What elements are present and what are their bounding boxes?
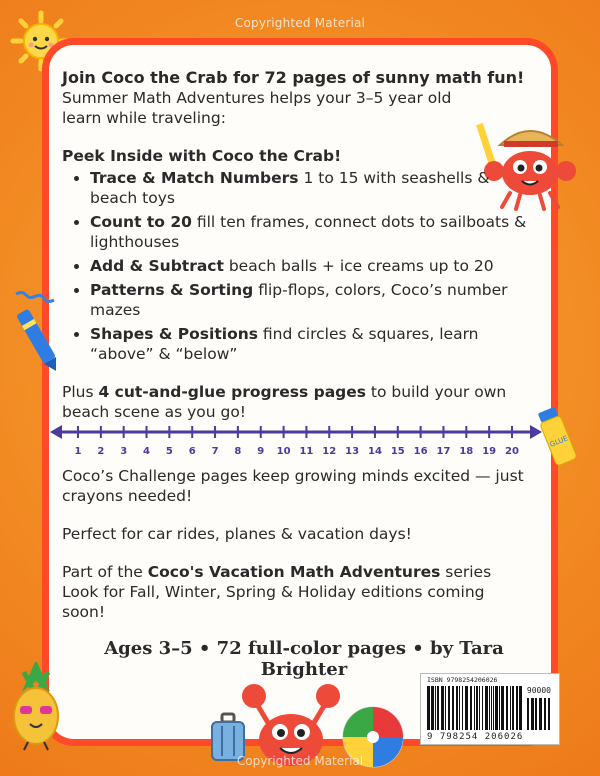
list-item: • Patterns & Sorting flip-flops, colors, Coco’s number mazes xyxy=(90,280,530,320)
barcode-bar xyxy=(452,686,454,730)
number-line-label: 1 xyxy=(74,446,82,457)
barcode-bar xyxy=(501,686,504,730)
barcode-bar xyxy=(459,686,460,730)
number-line-label: 16 xyxy=(413,446,428,457)
number-line xyxy=(50,420,550,460)
barcode-bar xyxy=(506,686,508,730)
barcode-bar xyxy=(489,686,490,730)
list-item: • Count to 20 fill ten frames, connect dots to sailboats & lighthouses xyxy=(90,212,530,252)
barcode-bar xyxy=(491,686,492,730)
barcode-bar xyxy=(427,686,430,730)
number-line-label: 6 xyxy=(188,446,196,457)
barcode-bar xyxy=(512,686,514,730)
number-line-label: 5 xyxy=(165,446,173,457)
barcode-bar xyxy=(465,686,468,730)
glue-label: GLUE xyxy=(548,434,569,449)
barcode xyxy=(420,673,560,745)
barcode-bar xyxy=(493,686,494,730)
barcode-bar xyxy=(456,686,458,730)
glue-stick-icon xyxy=(534,404,580,470)
series-editions: Look for Fall, Winter, Spring & Holiday editions coming soon! xyxy=(62,583,485,621)
number-line-label: 3 xyxy=(120,446,128,457)
barcode-bar xyxy=(516,686,518,730)
perfect-text: Perfect for car rides, planes & vacation days! xyxy=(62,525,412,543)
challenge-text: Coco’s Challenge pages keep growing minds excited — just crayons needed! xyxy=(62,467,524,505)
crayon-icon xyxy=(12,288,62,378)
number-line-label: 17 xyxy=(436,446,451,457)
barcode-bar xyxy=(476,686,478,730)
barcode-bar xyxy=(535,698,537,730)
bottom-watermark: Copyrighted Material xyxy=(236,754,364,768)
barcode-bar xyxy=(474,686,475,730)
pineapple-icon xyxy=(4,662,68,752)
copyright-watermark: Copyrighted Material xyxy=(234,16,366,30)
number-line-label: 9 xyxy=(257,446,265,457)
list-item: • Trace & Match Numbers 1 to 15 with seashells & beach toys xyxy=(90,168,530,208)
barcode-bar xyxy=(527,698,529,730)
number-line-label: 20 xyxy=(505,446,519,457)
number-line-label: 15 xyxy=(390,446,405,457)
list-item: • Shapes & Positions find circles & squares, learn “above” & “below” xyxy=(90,324,530,364)
number-line-label: 10 xyxy=(276,446,291,457)
number-line-label: 11 xyxy=(299,446,314,457)
feature-list xyxy=(62,168,530,364)
barcode-bar xyxy=(435,686,436,730)
price-code: 90000 xyxy=(526,686,551,695)
intro-headline: Join Coco the Crab for 72 pages of sunny math fun! xyxy=(62,68,525,87)
number-line-label: 2 xyxy=(97,446,105,457)
barcode-bar xyxy=(441,686,444,730)
number-line-label: 4 xyxy=(143,446,151,457)
plus-text: Plus 4 cut-and-glue progress pages to build your own beach scene as you go! xyxy=(62,383,507,421)
list-item: • Add & Subtract beach balls + ice creams up to 20 xyxy=(90,256,530,276)
isbn-label: ISBN 9798254206026 xyxy=(427,676,498,684)
number-line-label: 8 xyxy=(234,446,242,457)
barcode-bar xyxy=(539,698,542,730)
barcode-bar xyxy=(531,698,534,730)
barcode-bar xyxy=(437,686,439,730)
number-line-label: 13 xyxy=(345,446,360,457)
barcode-bar xyxy=(499,686,500,730)
number-line-label: 12 xyxy=(322,446,337,457)
barcode-bar xyxy=(548,698,550,730)
barcode-digits: 9 798254 206026 xyxy=(427,732,524,742)
number-line-label: 14 xyxy=(367,446,382,457)
number-line-label: 7 xyxy=(211,446,219,457)
barcode-bars xyxy=(427,686,523,730)
barcode-bar xyxy=(485,686,488,730)
barcode-bar xyxy=(448,686,450,730)
barcode-bars-addon xyxy=(527,698,553,730)
number-line-label: 18 xyxy=(459,446,474,457)
barcode-bar xyxy=(482,686,483,730)
barcode-bar xyxy=(544,698,546,730)
series-text: Part of the Coco's Vacation Math Adventures series xyxy=(62,563,492,581)
intro-subline: Summer Math Adventures helps your 3–5 year old learn while traveling: xyxy=(62,89,452,127)
barcode-bar xyxy=(431,686,434,730)
barcode-bar xyxy=(495,686,498,730)
peek-title: Peek Inside with Coco the Crab! xyxy=(62,147,342,165)
barcode-bar xyxy=(462,686,463,730)
barcode-bar xyxy=(470,686,472,730)
barcode-bar xyxy=(510,686,511,730)
ages-line: Ages 3–5 • 72 full-color pages • by Tara Brighter xyxy=(104,638,504,680)
barcode-bar xyxy=(479,686,480,730)
barcode-bar xyxy=(519,686,522,730)
number-line-label: 19 xyxy=(482,446,497,457)
barcode-bar xyxy=(445,686,446,730)
